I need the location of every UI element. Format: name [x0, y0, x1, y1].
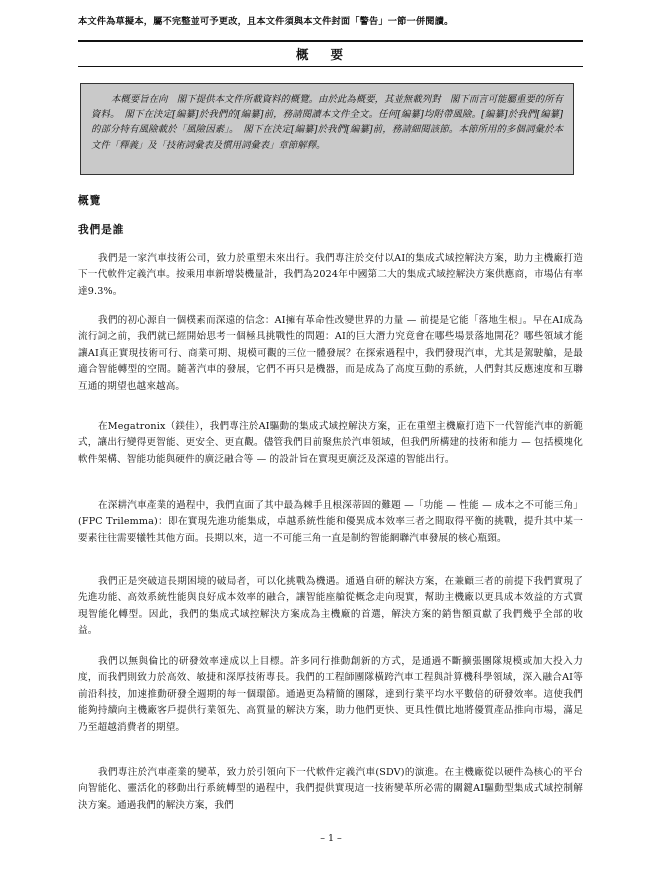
title-rule-bottom [78, 66, 583, 67]
summary-notice-box: 本概要旨在向 閣下提供本文件所載資料的概覽。由於此為概要，其並無載列對 閣下而言可能屬重要的所有資料。 閣下在決定[編纂]於我們的[編纂]前，務請閱讀本文件全文。任何[編纂]均附帶風險。[編纂]於我們[編纂]的部分特有風險載於「風險因素」。 閣下在決定[編纂]於我們[編纂]前，務請細閱該節。本節所用的多個詞彙於本文件「釋義」及「技術詞彙表及慣用詞彙表」章節解釋。 [80, 83, 574, 175]
draft-warning-header: 本文件為草擬本，屬不完整並可予更改，且本文件須與本文件封面「警告」一節一併閱讀。 [78, 16, 454, 27]
heading-who-we-are: 我們是誰 [78, 224, 125, 236]
paragraph-1: 我們是一家汽車技術公司，致力於重塑未來出行。我們專注於交付以AI的集成式域控解決方案，助力主機廠打造下一代軟件定義汽車。按乘用車新增裝機量計，我們為2024年中國第二大的集成式域控解決方案供應商，市場佔有率達9.3%。 [78, 253, 583, 297]
paragraph-6: 我們以無與倫比的研發效率達成以上目標。許多同行推動創新的方式，是通過不斷擴張團隊規模或加大投入力度，而我們則致力於高效、敏捷和深厚技術專長。我們的工程師團隊橫跨汽車工程與計算機科學領域，深入融合AI等前沿科技，加速推動研發全週期的每一個環節。通過更為精簡的團隊，達到行業平均水平數倍的研發效率。這使我們能夠持續向主機廠客戶提供行業領先、高質量的解決方案，助力他們更快、更具性價比地將優質產品推向市場，滿足乃至超越消費者的期望。 [78, 656, 583, 733]
heading-overview: 概覽 [78, 195, 102, 207]
paragraph-4: 在深耕汽車產業的過程中，我們直面了其中最為棘手且根深蒂固的難題 —「功能 — 性能 — 成本之不可能三角」(FPC Trilemma)：即在實現先進功能集成，卓越系統性能和優異成本效率三者之間取得平衡的挑戰，提升其中某一要素往往需要犧牲其他方面。長期以來，這一不可能三角一直是制約智能網聯汽車發展的核心瓶頸。 [78, 500, 583, 544]
page-number: – 1 – [320, 833, 342, 844]
paragraph-5: 我們正是突破這長期困境的破局者，可以化挑戰為機遇。通過自研的解決方案，在兼顧三者的前提下我們實現了先進功能、高效系統性能與良好成本效率的融合，讓智能座艙從概念走向現實，幫助主機廠以更具成本效益的方式實現智能化轉型。因此，我們的集成式域控解決方案成為主機廠的首選，解決方案的銷售額貢獻了我們幾乎全部的收益。 [78, 576, 583, 637]
section-title: 概要 [295, 47, 365, 62]
paragraph-3: 在Megatronix（鎂佳），我們專注於AI驅動的集成式域控解決方案，正在重塑主機廠打造下一代智能汽車的新範式，讓出行變得更智能、更安全、更直觀。儘管我們目前聚焦於汽車領域，但我們所構建的技術和能力 — 包括模塊化軟件架構、智能功能與硬件的廣泛融合等 — 的設計旨在實現更廣泛及深遠的智能出行。 [78, 421, 583, 465]
paragraph-2: 我們的初心源自一個樸素而深遠的信念：AI擁有革命性改變世界的力量 — 前提是它能「落地生根」。早在AI成為流行詞之前，我們就已經開始思考一個極具挑戰性的問題：AI的巨大潛力究竟會在哪些場景落地開花？哪些領域才能讓AI真正實現技術可行、商業可期、規模可觀的三位一體發展？在探索過程中，我們發現汽車，尤其是駕駛艙，是最適合智能轉型的空間。隨著汽車的發展，它們不再只是機器，而是成為了高度互動的系統，人們對其反應速度和互聯互通的期望也越來越高。 [78, 315, 583, 392]
paragraph-7: 我們專注於汽車產業的變革，致力於引領向下一代軟件定義汽車(SDV)的演進。在主機廠從以硬件為核心的平台向智能化、靈活化的移動出行系統轉型的過程中，我們提供實現這一技術變革所必需的關鍵AI驅動型集成式域控制解決方案。通過我們的解決方案，我們 [78, 767, 583, 811]
title-rule-top [78, 40, 583, 42]
